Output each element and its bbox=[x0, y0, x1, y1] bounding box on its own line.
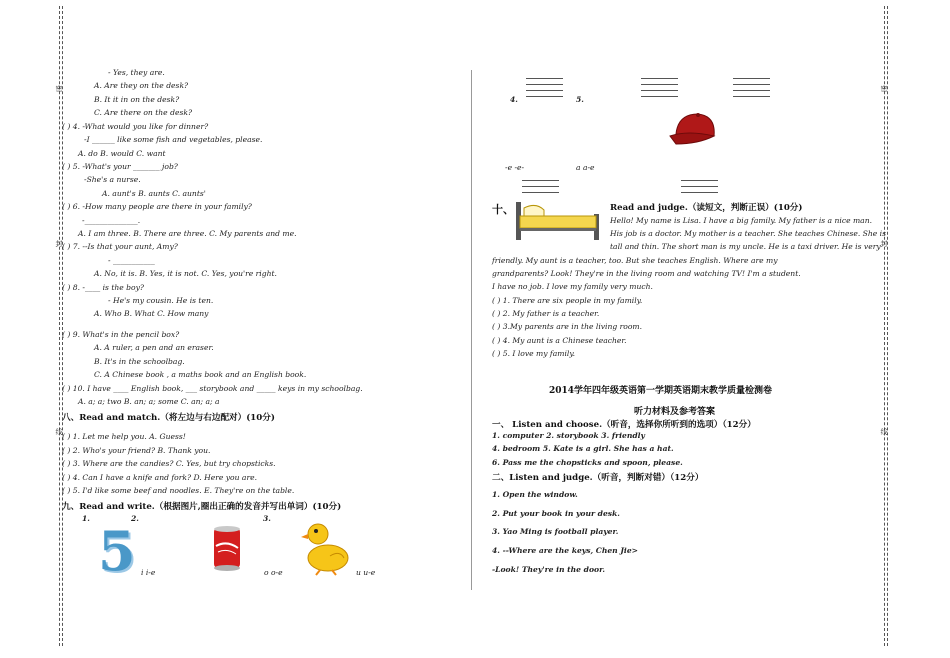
match-item-4: ( ) 4. Can I have a knife and fork? D. Here you are. bbox=[62, 473, 257, 482]
write-line bbox=[641, 78, 678, 79]
picture-number-2: 2. bbox=[131, 514, 139, 523]
q4-question: ( ) 4. -What would you like for dinner? bbox=[62, 122, 209, 131]
write-line bbox=[733, 90, 770, 91]
picture-number-4: 4. bbox=[510, 95, 518, 104]
q5-question: ( ) 5. -What's your _______ job? bbox=[62, 162, 178, 171]
answer-key-title: 听力材料及参考答案 bbox=[634, 407, 716, 417]
q5-prompt: -She's a nurse. bbox=[84, 175, 141, 184]
write-line bbox=[733, 96, 770, 97]
gutter-label-right-2: 封 bbox=[880, 240, 888, 247]
picture-number-3: 3. bbox=[263, 514, 271, 523]
listen-judge-item-2: 2. Put your book in your desk. bbox=[492, 509, 620, 518]
picture-number-5: 5. bbox=[576, 95, 584, 104]
sound-options-4: -e -e- bbox=[505, 163, 525, 172]
passage-line-1: Hello! My name is Lisa. I have a big family. My father is a nice man. bbox=[610, 216, 873, 225]
passage-line-5: grandparents? Look! They're in the living room and watching TV! I'm a student. bbox=[492, 269, 801, 278]
section10-number: 十、 bbox=[492, 203, 514, 216]
listen-judge-item-4-answer: -Look! They're in the door. bbox=[492, 565, 606, 574]
write-line bbox=[641, 96, 678, 97]
q9-option-a: A. A ruler, a pen and an eraser. bbox=[94, 343, 214, 352]
match-item-1: ( ) 1. Let me help you. A. Guess! bbox=[62, 432, 186, 441]
section10-title: Read and judge.（读短文，判断正误）(10分) bbox=[610, 203, 803, 213]
q5-options: A. aunt's B. aunts C. aunts' bbox=[102, 189, 206, 198]
match-item-5: ( ) 5. I'd like some beef and noodles. E. They're on the table. bbox=[62, 486, 295, 495]
five-picture: 5 bbox=[98, 519, 136, 583]
q8-prompt: - He's my cousin. He is ten. bbox=[108, 296, 214, 305]
passage-line-6: I have no job. I love my family very much. bbox=[492, 282, 653, 291]
q7-blank: - ___________ bbox=[108, 256, 155, 265]
gutter-label-right-3: 线 bbox=[880, 428, 888, 435]
q8-question: ( ) 8. -____ is the boy? bbox=[62, 283, 144, 292]
q4-options: A. do B. would C. want bbox=[78, 149, 166, 158]
write-line bbox=[641, 90, 678, 91]
match-item-3: ( ) 3. Where are the candies? C. Yes, but try chopsticks. bbox=[62, 459, 276, 468]
judge-item-1: ( ) 1. There are six people in my family. bbox=[492, 296, 643, 305]
write-line bbox=[733, 84, 770, 85]
gutter-label-left-2: 封 bbox=[55, 240, 63, 247]
q9-option-b: B. It's in the schoolbag. bbox=[94, 357, 185, 366]
cola-can-picture bbox=[210, 524, 244, 572]
picture-number-1: 1. bbox=[82, 514, 90, 523]
q6-question: ( ) 6. -How many people are there in your family? bbox=[62, 202, 252, 211]
write-line bbox=[526, 84, 563, 85]
gutter-label-left-1: 密 bbox=[55, 85, 63, 92]
right-binding-line-2 bbox=[887, 6, 888, 646]
write-line bbox=[641, 84, 678, 85]
q6-options: A. I am three. B. There are three. C. My parents and me. bbox=[78, 229, 297, 238]
passage-line-3: tall and thin. The short man is my uncle. He is a taxi driver. He is very bbox=[610, 242, 881, 251]
q10-options: A. a; a; two B. an; a; some C. an; a; a bbox=[78, 397, 220, 406]
q3-option-b: B. It it in on the desk? bbox=[94, 95, 180, 104]
match-item-2: ( ) 2. Who's your friend? B. Thank you. bbox=[62, 446, 211, 455]
write-line bbox=[681, 180, 718, 181]
passage-line-4: friendly. My aunt is a teacher, too. But she teaches English. Where are my bbox=[492, 256, 778, 265]
q8-options: A. Who B. What C. How many bbox=[94, 309, 209, 318]
q3-option-c: C. Are there on the desk? bbox=[94, 108, 193, 117]
q9-option-c: C. A Chinese book , a maths book and an English book. bbox=[94, 370, 307, 379]
listen-judge-title: 二、Listen and judge.（听音，判断对错）（12分） bbox=[492, 473, 704, 483]
page-divider bbox=[471, 70, 472, 590]
listen-choose-item-2: 4. bedroom 5. Kate is a girl. She has a hat. bbox=[492, 444, 674, 453]
write-line bbox=[522, 180, 559, 181]
section8-title: 八、Read and match.（将左边与右边配对）(10分) bbox=[62, 413, 275, 423]
q9-question: ( ) 9. What's in the pencil box? bbox=[62, 330, 180, 339]
listen-judge-item-1: 1. Open the window. bbox=[492, 490, 578, 499]
section9-title: 九、Read and write.（根据图片,圈出正确的发音并写出单词）(10分) bbox=[62, 502, 342, 512]
sound-options-1: i i-e bbox=[141, 568, 156, 577]
left-binding-line bbox=[59, 6, 60, 646]
sound-options-5: a a-e bbox=[576, 163, 595, 172]
write-line bbox=[733, 78, 770, 79]
listen-choose-item-1: 1. computer 2. storybook 3. friendly bbox=[492, 431, 645, 440]
passage-line-2: His job is a doctor. My mother is a teacher. She teaches Chinese. She is bbox=[610, 229, 887, 238]
q4-prompt: -I ______ like some fish and vegetables, please. bbox=[84, 135, 263, 144]
q3-option-a: A. Are they on the desk? bbox=[94, 81, 189, 90]
judge-item-5: ( ) 5. I love my family. bbox=[492, 349, 576, 358]
q7-options: A. No, it is. B. Yes, it is not. C. Yes, you're right. bbox=[94, 269, 277, 278]
exam-title: 2014学年四年级英语第一学期英语期末教学质量检测卷 bbox=[549, 386, 773, 396]
judge-item-2: ( ) 2. My father is a teacher. bbox=[492, 309, 600, 318]
write-line bbox=[681, 186, 718, 187]
listen-choose-item-3: 6. Pass me the chopsticks and spoon, please. bbox=[492, 458, 683, 467]
q10-question: ( ) 10. I have ____ English book, ___ storybook and _____ keys in my schoolbag. bbox=[62, 384, 363, 393]
bed-picture bbox=[512, 192, 604, 242]
judge-item-4: ( ) 4. My aunt is a Chinese teacher. bbox=[492, 336, 627, 345]
listen-choose-title: 一、 Listen and choose.（听音，选择你所听到的选项）（12分） bbox=[492, 420, 756, 430]
listen-judge-item-3: 3. Yao Ming is football player. bbox=[492, 527, 619, 536]
judge-item-3: ( ) 3.My parents are in the living room. bbox=[492, 322, 643, 331]
sound-options-2: o o-e bbox=[264, 568, 283, 577]
write-line bbox=[681, 192, 718, 193]
q3-answer-line: - Yes, they are. bbox=[108, 68, 165, 77]
listen-judge-item-4: 4. --Where are the keys, Chen Jie> bbox=[492, 546, 639, 555]
write-line bbox=[526, 96, 563, 97]
write-line bbox=[522, 186, 559, 187]
red-cap-picture bbox=[668, 108, 720, 148]
gutter-label-right-1: 密 bbox=[880, 85, 888, 92]
q6-blank: -______________. bbox=[82, 216, 141, 225]
write-line bbox=[526, 90, 563, 91]
right-binding-line bbox=[884, 6, 885, 646]
duck-picture bbox=[300, 518, 352, 576]
gutter-label-left-3: 线 bbox=[55, 428, 63, 435]
q7-question: ( ) 7. --Is that your aunt, Amy? bbox=[62, 242, 178, 251]
write-line bbox=[526, 78, 563, 79]
left-binding-line-2 bbox=[62, 6, 63, 646]
sound-options-3: u u-e bbox=[356, 568, 376, 577]
